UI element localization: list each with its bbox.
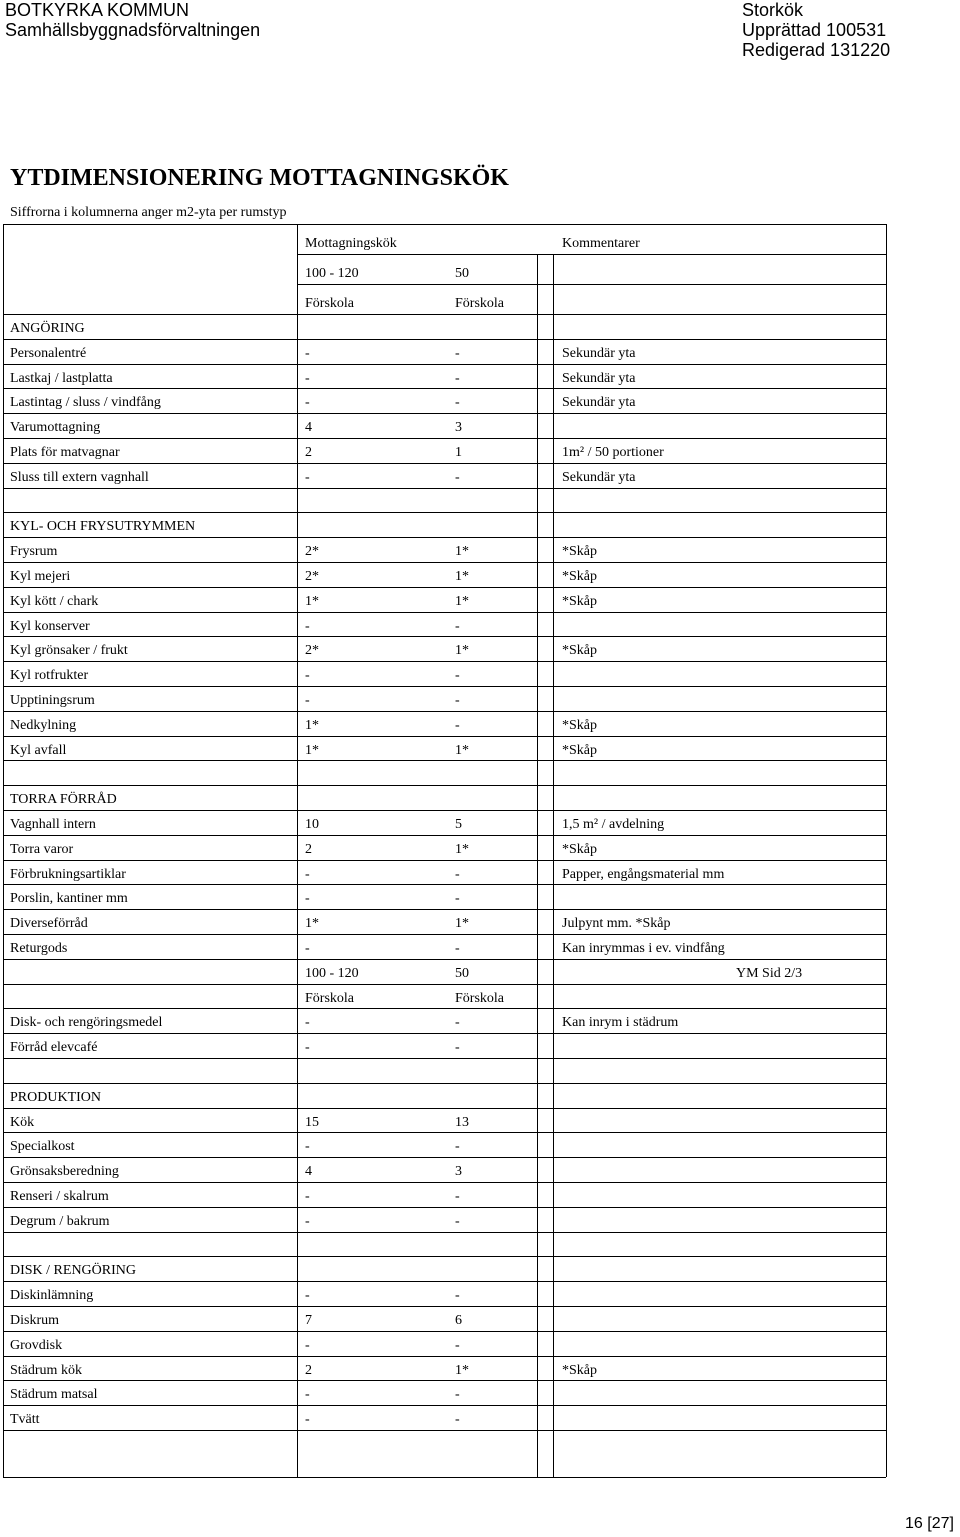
row-value-col1: - (305, 1338, 310, 1353)
grid-line (3, 1380, 886, 1381)
row-value-col1: - (305, 668, 310, 683)
row-value-col1: - (305, 1214, 310, 1229)
row-comment: YM Sid 2/3 (736, 966, 803, 981)
row-label: Tvätt (10, 1412, 40, 1427)
row-label: Kök (10, 1115, 35, 1130)
row-label: Diskrum (10, 1313, 59, 1328)
row-label: Kyl konserver (10, 619, 90, 634)
row-label: Diverseförråd (10, 916, 88, 931)
row-value-col2: - (455, 693, 460, 708)
grid-line (3, 413, 886, 414)
row-comment: *Skåp (562, 569, 597, 584)
row-comment: Kan inrymmas i ev. vindfång (562, 941, 725, 956)
row-value-col2: 3 (455, 420, 462, 435)
row-label: Förbrukningsartiklar (10, 867, 126, 882)
grid-line (3, 984, 886, 985)
row-value-col1: - (305, 470, 310, 485)
row-label: Kyl rotfrukter (10, 668, 89, 683)
grid-line (886, 224, 887, 1477)
row-label: Sluss till extern vagnhall (10, 470, 149, 485)
row-comment: Sekundär yta (562, 395, 636, 410)
row-value-col1: 2 (305, 445, 312, 460)
row-label: Lastkaj / lastplatta (10, 371, 113, 386)
row-value-col1: 2* (305, 569, 319, 584)
grid-line (3, 388, 886, 389)
grid-line (3, 711, 886, 712)
grid-line (3, 785, 886, 786)
header-left (5, 0, 260, 40)
row-value-col1: - (305, 941, 310, 956)
row-comment: Sekundär yta (562, 470, 636, 485)
created-date: Upprättad 100531 (742, 20, 887, 40)
row-value-col2: - (455, 1412, 460, 1427)
row-label: Kyl grönsaker / frukt (10, 643, 128, 658)
row-comment: *Skåp (562, 842, 597, 857)
row-value-col1: 7 (305, 1313, 312, 1328)
row-value-col2: - (455, 395, 460, 410)
org-name: BOTKYRKA KOMMUN (5, 0, 190, 20)
row-value-col2: 3 (455, 1164, 462, 1179)
row-value-col2: 1* (455, 544, 469, 559)
row-label: Degrum / bakrum (10, 1214, 110, 1229)
row-label: Kyl avfall (10, 743, 67, 758)
row-value-col2: 1* (455, 916, 469, 931)
row-value-col1: - (305, 1040, 310, 1055)
row-label: Torra varor (10, 842, 74, 857)
row-value-col2: 1* (455, 569, 469, 584)
grid-line (3, 1306, 886, 1307)
row-comment: *Skåp (562, 544, 597, 559)
row-value-col1: 10 (305, 817, 319, 832)
row-comment: *Skåp (562, 594, 597, 609)
document-type: Storkök (742, 0, 804, 20)
row-value-col2: - (455, 1015, 460, 1030)
row-comment: *Skåp (562, 643, 597, 658)
row-label: Renseri / skalrum (10, 1189, 109, 1204)
grid-line (3, 1281, 886, 1282)
row-label: Diskinlämning (10, 1288, 94, 1303)
header-size-col1: 100 - 120 (305, 266, 359, 281)
grid-line (3, 587, 886, 588)
grid-line (553, 254, 554, 1477)
row-value-col2: - (455, 1189, 460, 1204)
row-label: DISK / RENGÖRING (10, 1263, 136, 1278)
row-value-col1: 2 (305, 1363, 312, 1378)
department-name: Samhällsbyggnadsförvaltningen (5, 20, 261, 40)
header-kommentarer: Kommentarer (562, 236, 640, 251)
row-value-col1: 1* (305, 743, 319, 758)
grid-line (297, 284, 886, 285)
grid-line (3, 1331, 886, 1332)
row-value-col1: - (305, 1015, 310, 1030)
row-value-col2: - (455, 668, 460, 683)
row-value-col1: - (305, 395, 310, 410)
grid-line (3, 339, 886, 340)
row-label: Plats för matvagnar (10, 445, 120, 460)
row-comment: Papper, engångsmaterial mm (562, 867, 725, 882)
grid-line (3, 463, 886, 464)
row-label: Personalentré (10, 346, 87, 361)
grid-line (3, 736, 886, 737)
grid-line (3, 1430, 886, 1431)
row-value-col1: 4 (305, 420, 312, 435)
row-label: Porslin, kantiner mm (10, 891, 128, 906)
row-label: Returgods (10, 941, 68, 956)
header-right (742, 0, 890, 60)
row-label: Vagnhall intern (10, 817, 96, 832)
row-value-col2: 1* (455, 743, 469, 758)
row-value-col2: - (455, 718, 460, 733)
row-value-col2: 5 (455, 817, 462, 832)
grid-line (3, 314, 886, 315)
header-size-col2: 50 (455, 266, 469, 281)
row-value-col1: 2* (305, 544, 319, 559)
row-value-col1: - (305, 1189, 310, 1204)
row-label: Städrum matsal (10, 1387, 98, 1402)
row-value-col1: 1* (305, 916, 319, 931)
grid-line (3, 1033, 886, 1034)
row-label: Disk- och rengöringsmedel (10, 1015, 163, 1030)
row-comment: 1m² / 50 portioner (562, 445, 664, 460)
row-value-col1: - (305, 1139, 310, 1154)
row-value-col1: 1* (305, 594, 319, 609)
row-value-col1: - (305, 891, 310, 906)
row-value-col2: - (455, 1387, 460, 1402)
row-value-col2: 1* (455, 1363, 469, 1378)
page-title: YTDIMENSIONERING MOTTAGNINGSKÖK (10, 165, 509, 191)
row-value-col2: 50 (455, 966, 469, 981)
row-comment: Sekundär yta (562, 371, 636, 386)
grid-line (297, 224, 298, 1477)
row-comment: Kan inrym i städrum (562, 1015, 679, 1030)
row-value-col2: 13 (455, 1115, 469, 1130)
row-value-col2: Förskola (455, 991, 504, 1006)
row-label: ANGÖRING (10, 321, 85, 336)
grid-line (537, 254, 538, 1477)
row-value-col2: - (455, 891, 460, 906)
row-label: Frysrum (10, 544, 58, 559)
row-value-col2: 1* (455, 594, 469, 609)
row-value-col1: - (305, 693, 310, 708)
row-value-col2: - (455, 1040, 460, 1055)
row-label: PRODUKTION (10, 1090, 101, 1105)
grid-line (3, 661, 886, 662)
grid-line (3, 537, 886, 538)
row-value-col2: - (455, 619, 460, 634)
page-subtitle: Siffrorna i kolumnerna anger m2-yta per rumstyp (10, 205, 287, 220)
row-label: Städrum kök (10, 1363, 82, 1378)
row-label: Kyl mejeri (10, 569, 71, 584)
grid-line (3, 636, 886, 637)
grid-line (3, 562, 886, 563)
grid-line (3, 488, 886, 489)
grid-line (3, 810, 886, 811)
header-mottagningskok: Mottagningskök (305, 236, 397, 251)
grid-line (3, 1083, 886, 1084)
row-label: Förråd elevcafé (10, 1040, 98, 1055)
edited-date: Redigerad 131220 (742, 40, 891, 60)
row-value-col2: - (455, 1288, 460, 1303)
row-value-col2: 6 (455, 1313, 462, 1328)
row-value-col2: - (455, 1139, 460, 1154)
grid-line (3, 512, 886, 513)
grid-line (3, 1058, 886, 1059)
grid-line (3, 1157, 886, 1158)
row-comment: Sekundär yta (562, 346, 636, 361)
row-value-col2: - (455, 346, 460, 361)
grid-line (3, 959, 886, 960)
row-value-col1: - (305, 1288, 310, 1303)
grid-line (3, 224, 4, 1477)
grid-line (3, 364, 886, 365)
row-value-col1: - (305, 1412, 310, 1427)
row-value-col2: - (455, 867, 460, 882)
row-value-col1: 4 (305, 1164, 312, 1179)
row-comment: 1,5 m² / avdelning (562, 817, 665, 832)
row-value-col1: 2 (305, 842, 312, 857)
row-value-col1: - (305, 346, 310, 361)
row-label: Upptiningsrum (10, 693, 95, 708)
row-comment: *Skåp (562, 718, 597, 733)
grid-line (3, 1256, 886, 1257)
row-value-col1: 15 (305, 1115, 319, 1130)
grid-line (3, 1477, 886, 1478)
row-label: Grönsaksberedning (10, 1164, 119, 1179)
row-label: Specialkost (10, 1139, 75, 1154)
grid-line (3, 1008, 886, 1009)
header-type-col1: Förskola (305, 296, 354, 311)
row-comment: *Skåp (562, 743, 597, 758)
grid-line (3, 934, 886, 935)
row-value-col2: - (455, 941, 460, 956)
row-value-col2: 1* (455, 643, 469, 658)
row-value-col1: 2* (305, 643, 319, 658)
row-label: Grovdisk (10, 1338, 63, 1353)
grid-line (3, 612, 886, 613)
grid-line (3, 686, 886, 687)
grid-line (3, 860, 886, 861)
grid-line (3, 884, 886, 885)
row-value-col1: 1* (305, 718, 319, 733)
grid-line (3, 1182, 886, 1183)
row-value-col2: - (455, 1214, 460, 1229)
row-value-col2: - (455, 470, 460, 485)
row-label: TORRA FÖRRÅD (10, 792, 117, 807)
grid-line (3, 1405, 886, 1406)
row-label: Kyl kött / chark (10, 594, 99, 609)
grid-line (3, 760, 886, 761)
row-value-col1: 100 - 120 (305, 966, 359, 981)
row-label: Lastintag / sluss / vindfång (10, 395, 161, 410)
row-label: Varumottagning (10, 420, 101, 435)
row-value-col1: Förskola (305, 991, 354, 1006)
row-value-col2: 1 (455, 445, 462, 460)
row-comment: *Skåp (562, 1363, 597, 1378)
row-value-col1: - (305, 619, 310, 634)
row-value-col1: - (305, 1387, 310, 1402)
row-label: KYL- OCH FRYSUTRYMMEN (10, 519, 196, 534)
header-type-col2: Förskola (455, 296, 504, 311)
row-value-col1: - (305, 371, 310, 386)
row-label: Nedkylning (10, 718, 77, 733)
row-value-col2: - (455, 1338, 460, 1353)
row-value-col2: 1* (455, 842, 469, 857)
row-comment: Julpynt mm. *Skåp (562, 916, 671, 931)
grid-line (3, 224, 886, 225)
row-value-col1: - (305, 867, 310, 882)
grid-line (3, 1132, 886, 1133)
grid-line (3, 909, 886, 910)
grid-line (3, 1356, 886, 1357)
grid-line (3, 1232, 886, 1233)
grid-line (3, 835, 886, 836)
grid-line (3, 1207, 886, 1208)
grid-line (3, 438, 886, 439)
row-value-col2: - (455, 371, 460, 386)
page-number: 16 [27] (905, 1515, 954, 1532)
grid-line (297, 254, 886, 255)
grid-line (3, 1108, 886, 1109)
